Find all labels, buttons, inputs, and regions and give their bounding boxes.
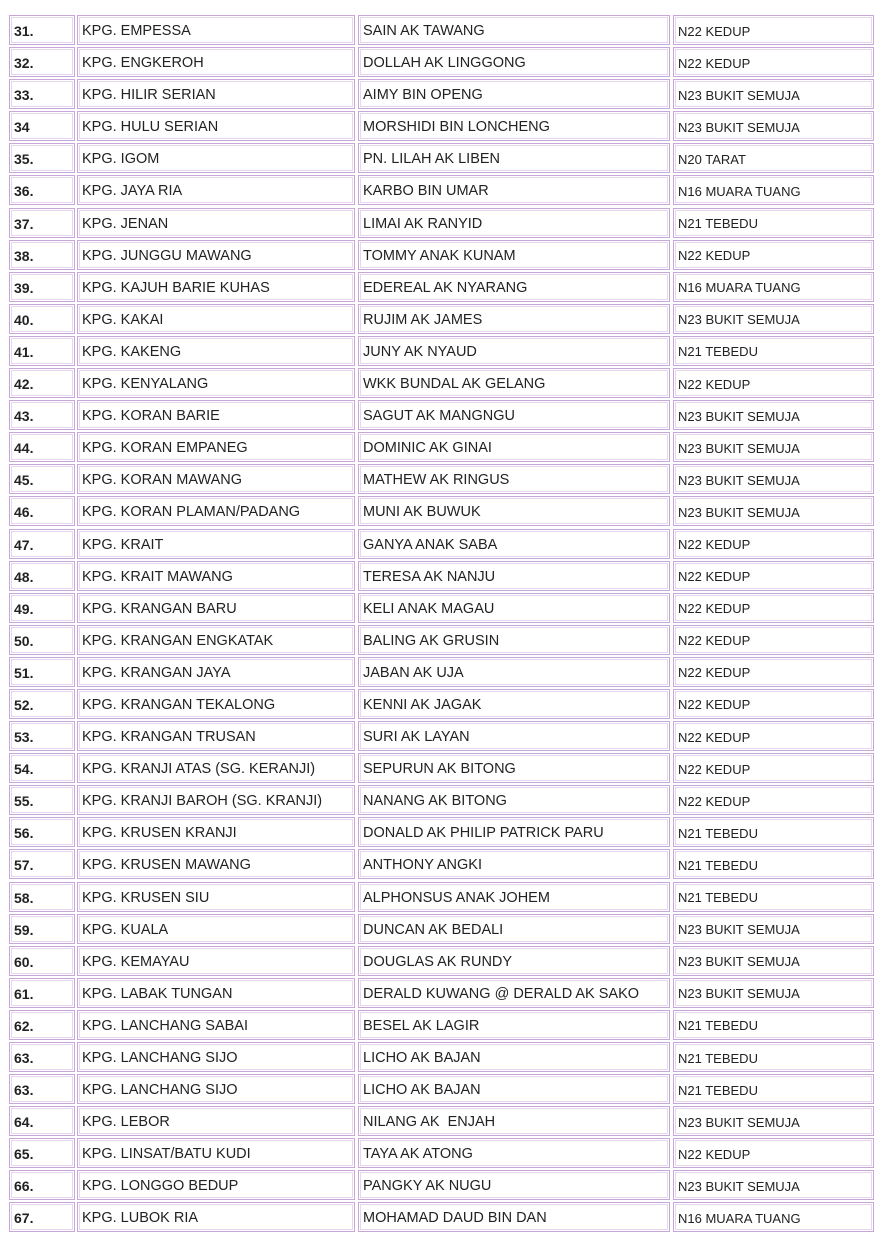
- table-row: [9, 15, 874, 45]
- constituency-cell: N23 BUKIT SEMUJA: [673, 1106, 874, 1136]
- village-head-cell: DUNCAN AK BEDALI: [358, 914, 670, 944]
- table-row: [9, 208, 874, 238]
- village-name-cell: KPG. JUNGGU MAWANG: [77, 240, 355, 270]
- village-name-cell: KPG. KRUSEN MAWANG: [77, 849, 355, 879]
- row-number-cell: 54.: [9, 753, 75, 783]
- village-name-cell: KPG. LONGGO BEDUP: [77, 1170, 355, 1200]
- row-number-cell: 45.: [9, 464, 75, 494]
- table-row: [9, 240, 874, 270]
- constituency-cell: N23 BUKIT SEMUJA: [673, 79, 874, 109]
- village-name-cell: KPG. KRANGAN TEKALONG: [77, 689, 355, 719]
- row-number-cell: 61.: [9, 978, 75, 1008]
- village-head-cell: SEPURUN AK BITONG: [358, 753, 670, 783]
- village-head-cell: KENNI AK JAGAK: [358, 689, 670, 719]
- constituency-cell: N21 TEBEDU: [673, 1010, 874, 1040]
- constituency-cell: N23 BUKIT SEMUJA: [673, 946, 874, 976]
- table-row: [9, 946, 874, 976]
- constituency-cell: N23 BUKIT SEMUJA: [673, 464, 874, 494]
- constituency-cell: N21 TEBEDU: [673, 849, 874, 879]
- village-name-cell: KPG. KRANJI BAROH (SG. KRANJI): [77, 785, 355, 815]
- village-name-cell: KPG. KEMAYAU: [77, 946, 355, 976]
- constituency-cell: N23 BUKIT SEMUJA: [673, 432, 874, 462]
- village-head-cell: TOMMY ANAK KUNAM: [358, 240, 670, 270]
- village-head-cell: PN. LILAH AK LIBEN: [358, 143, 670, 173]
- row-number-cell: 63.: [9, 1042, 75, 1072]
- constituency-cell: N23 BUKIT SEMUJA: [673, 914, 874, 944]
- constituency-cell: N22 KEDUP: [673, 689, 874, 719]
- village-name-cell: KPG. KRAIT MAWANG: [77, 561, 355, 591]
- row-number-cell: 59.: [9, 914, 75, 944]
- village-name-cell: KPG. KAKAI: [77, 304, 355, 334]
- village-head-cell: JUNY AK NYAUD: [358, 336, 670, 366]
- village-head-cell: AIMY BIN OPENG: [358, 79, 670, 109]
- village-name-cell: KPG. KRANGAN ENGKATAK: [77, 625, 355, 655]
- village-head-cell: ANTHONY ANGKI: [358, 849, 670, 879]
- table-row: [9, 785, 874, 815]
- village-name-cell: KPG. LANCHANG SIJO: [77, 1074, 355, 1104]
- village-table: [9, 15, 874, 1235]
- village-name-cell: KPG. KORAN EMPANEG: [77, 432, 355, 462]
- village-name-cell: KPG. KAJUH BARIE KUHAS: [77, 272, 355, 302]
- row-number-cell: 48.: [9, 561, 75, 591]
- table-row: [9, 1170, 874, 1200]
- village-name-cell: KPG. LANCHANG SIJO: [77, 1042, 355, 1072]
- constituency-cell: N21 TEBEDU: [673, 336, 874, 366]
- constituency-cell: N22 KEDUP: [673, 368, 874, 398]
- row-number-cell: 43.: [9, 400, 75, 430]
- table-row: [9, 561, 874, 591]
- village-name-cell: KPG. KRANGAN BARU: [77, 593, 355, 623]
- table-row: [9, 111, 874, 141]
- row-number-cell: 31.: [9, 15, 75, 45]
- village-name-cell: KPG. JENAN: [77, 208, 355, 238]
- table-row: [9, 79, 874, 109]
- row-number-cell: 49.: [9, 593, 75, 623]
- constituency-cell: N23 BUKIT SEMUJA: [673, 1170, 874, 1200]
- village-name-cell: KPG. HILIR SERIAN: [77, 79, 355, 109]
- table-row: [9, 304, 874, 334]
- constituency-cell: N22 KEDUP: [673, 561, 874, 591]
- village-head-cell: ALPHONSUS ANAK JOHEM: [358, 882, 670, 912]
- village-name-cell: KPG. KORAN MAWANG: [77, 464, 355, 494]
- row-number-cell: 56.: [9, 817, 75, 847]
- constituency-cell: N21 TEBEDU: [673, 1074, 874, 1104]
- village-head-cell: LICHO AK BAJAN: [358, 1042, 670, 1072]
- village-head-cell: NILANG AK ENJAH: [358, 1106, 670, 1136]
- row-number-cell: 60.: [9, 946, 75, 976]
- village-name-cell: KPG. JAYA RIA: [77, 175, 355, 205]
- village-name-cell: KPG. KRUSEN SIU: [77, 882, 355, 912]
- table-row: [9, 978, 874, 1008]
- village-name-cell: KPG. LABAK TUNGAN: [77, 978, 355, 1008]
- table-row: [9, 1010, 874, 1040]
- table-row: [9, 753, 874, 783]
- row-number-cell: 67.: [9, 1202, 75, 1232]
- row-number-cell: 53.: [9, 721, 75, 751]
- village-head-cell: LICHO AK BAJAN: [358, 1074, 670, 1104]
- table-row: [9, 914, 874, 944]
- village-head-cell: SURI AK LAYAN: [358, 721, 670, 751]
- table-row: [9, 368, 874, 398]
- row-number-cell: 37.: [9, 208, 75, 238]
- row-number-cell: 64.: [9, 1106, 75, 1136]
- constituency-cell: N22 KEDUP: [673, 15, 874, 45]
- constituency-cell: N22 KEDUP: [673, 625, 874, 655]
- village-name-cell: KPG. KRUSEN KRANJI: [77, 817, 355, 847]
- village-name-cell: KPG. IGOM: [77, 143, 355, 173]
- village-head-cell: SAIN AK TAWANG: [358, 15, 670, 45]
- constituency-cell: N23 BUKIT SEMUJA: [673, 978, 874, 1008]
- village-head-cell: MOHAMAD DAUD BIN DAN: [358, 1202, 670, 1232]
- village-head-cell: NANANG AK BITONG: [358, 785, 670, 815]
- table-row: [9, 496, 874, 526]
- village-name-cell: KPG. KRAIT: [77, 529, 355, 559]
- constituency-cell: N21 TEBEDU: [673, 208, 874, 238]
- row-number-cell: 47.: [9, 529, 75, 559]
- village-name-cell: KPG. LINSAT/BATU KUDI: [77, 1138, 355, 1168]
- row-number-cell: 65.: [9, 1138, 75, 1168]
- table-row: [9, 689, 874, 719]
- village-head-cell: DONALD AK PHILIP PATRICK PARU: [358, 817, 670, 847]
- village-head-cell: BALING AK GRUSIN: [358, 625, 670, 655]
- row-number-cell: 58.: [9, 882, 75, 912]
- village-name-cell: KPG. LUBOK RIA: [77, 1202, 355, 1232]
- row-number-cell: 33.: [9, 79, 75, 109]
- row-number-cell: 40.: [9, 304, 75, 334]
- table-row: [9, 1042, 874, 1072]
- constituency-cell: N22 KEDUP: [673, 657, 874, 687]
- table-row: [9, 849, 874, 879]
- constituency-cell: N21 TEBEDU: [673, 817, 874, 847]
- constituency-cell: N22 KEDUP: [673, 240, 874, 270]
- table-row: [9, 400, 874, 430]
- constituency-cell: N16 MUARA TUANG: [673, 1202, 874, 1232]
- row-number-cell: 55.: [9, 785, 75, 815]
- village-name-cell: KPG. KORAN PLAMAN/PADANG: [77, 496, 355, 526]
- table-row: [9, 593, 874, 623]
- row-number-cell: 63.: [9, 1074, 75, 1104]
- village-head-cell: TAYA AK ATONG: [358, 1138, 670, 1168]
- village-name-cell: KPG. KUALA: [77, 914, 355, 944]
- row-number-cell: 41.: [9, 336, 75, 366]
- constituency-cell: N21 TEBEDU: [673, 882, 874, 912]
- row-number-cell: 66.: [9, 1170, 75, 1200]
- village-head-cell: TERESA AK NANJU: [358, 561, 670, 591]
- village-head-cell: DOUGLAS AK RUNDY: [358, 946, 670, 976]
- table-row: [9, 464, 874, 494]
- constituency-cell: N16 MUARA TUANG: [673, 175, 874, 205]
- village-head-cell: KELI ANAK MAGAU: [358, 593, 670, 623]
- row-number-cell: 36.: [9, 175, 75, 205]
- table-row: [9, 1106, 874, 1136]
- village-name-cell: KPG. KORAN BARIE: [77, 400, 355, 430]
- village-name-cell: KPG. ENGKEROH: [77, 47, 355, 77]
- row-number-cell: 51.: [9, 657, 75, 687]
- row-number-cell: 57.: [9, 849, 75, 879]
- village-name-cell: KPG. LANCHANG SABAI: [77, 1010, 355, 1040]
- row-number-cell: 62.: [9, 1010, 75, 1040]
- constituency-cell: N22 KEDUP: [673, 593, 874, 623]
- row-number-cell: 34: [9, 111, 75, 141]
- constituency-cell: N22 KEDUP: [673, 1138, 874, 1168]
- constituency-cell: N22 KEDUP: [673, 753, 874, 783]
- village-name-cell: KPG. LEBOR: [77, 1106, 355, 1136]
- village-head-cell: MATHEW AK RINGUS: [358, 464, 670, 494]
- village-head-cell: RUJIM AK JAMES: [358, 304, 670, 334]
- row-number-cell: 52.: [9, 689, 75, 719]
- village-name-cell: KPG. KRANGAN JAYA: [77, 657, 355, 687]
- village-name-cell: KPG. KRANGAN TRUSAN: [77, 721, 355, 751]
- village-head-cell: EDEREAL AK NYARANG: [358, 272, 670, 302]
- village-head-cell: PANGKY AK NUGU: [358, 1170, 670, 1200]
- village-name-cell: KPG. KAKENG: [77, 336, 355, 366]
- row-number-cell: 44.: [9, 432, 75, 462]
- table-row: [9, 1074, 874, 1104]
- row-number-cell: 35.: [9, 143, 75, 173]
- constituency-cell: N16 MUARA TUANG: [673, 272, 874, 302]
- constituency-cell: N23 BUKIT SEMUJA: [673, 400, 874, 430]
- row-number-cell: 38.: [9, 240, 75, 270]
- village-head-cell: LIMAI AK RANYID: [358, 208, 670, 238]
- table-row: [9, 657, 874, 687]
- village-head-cell: SAGUT AK MANGNGU: [358, 400, 670, 430]
- constituency-cell: N22 KEDUP: [673, 721, 874, 751]
- village-head-cell: KARBO BIN UMAR: [358, 175, 670, 205]
- row-number-cell: 32.: [9, 47, 75, 77]
- village-head-cell: WKK BUNDAL AK GELANG: [358, 368, 670, 398]
- table-row: [9, 1202, 874, 1232]
- village-name-cell: KPG. KRANJI ATAS (SG. KERANJI): [77, 753, 355, 783]
- village-name-cell: KPG. HULU SERIAN: [77, 111, 355, 141]
- row-number-cell: 46.: [9, 496, 75, 526]
- table-row: [9, 336, 874, 366]
- village-head-cell: JABAN AK UJA: [358, 657, 670, 687]
- constituency-cell: N22 KEDUP: [673, 785, 874, 815]
- table-row: [9, 882, 874, 912]
- village-head-cell: DERALD KUWANG @ DERALD AK SAKO: [358, 978, 670, 1008]
- village-name-cell: KPG. EMPESSA: [77, 15, 355, 45]
- table-row: [9, 529, 874, 559]
- row-number-cell: 42.: [9, 368, 75, 398]
- table-row: [9, 625, 874, 655]
- constituency-cell: N21 TEBEDU: [673, 1042, 874, 1072]
- table-row: [9, 143, 874, 173]
- table-row: [9, 1138, 874, 1168]
- village-head-cell: GANYA ANAK SABA: [358, 529, 670, 559]
- row-number-cell: 39.: [9, 272, 75, 302]
- table-row: [9, 432, 874, 462]
- table-row: [9, 721, 874, 751]
- row-number-cell: 50.: [9, 625, 75, 655]
- village-head-cell: DOLLAH AK LINGGONG: [358, 47, 670, 77]
- constituency-cell: N22 KEDUP: [673, 529, 874, 559]
- table-row: [9, 817, 874, 847]
- village-head-cell: MORSHIDI BIN LONCHENG: [358, 111, 670, 141]
- table-row: [9, 47, 874, 77]
- table-row: [9, 175, 874, 205]
- constituency-cell: N20 TARAT: [673, 143, 874, 173]
- village-name-cell: KPG. KENYALANG: [77, 368, 355, 398]
- constituency-cell: N23 BUKIT SEMUJA: [673, 304, 874, 334]
- village-head-cell: BESEL AK LAGIR: [358, 1010, 670, 1040]
- village-head-cell: DOMINIC AK GINAI: [358, 432, 670, 462]
- constituency-cell: N23 BUKIT SEMUJA: [673, 111, 874, 141]
- constituency-cell: N23 BUKIT SEMUJA: [673, 496, 874, 526]
- village-head-cell: MUNI AK BUWUK: [358, 496, 670, 526]
- table-row: [9, 272, 874, 302]
- constituency-cell: N22 KEDUP: [673, 47, 874, 77]
